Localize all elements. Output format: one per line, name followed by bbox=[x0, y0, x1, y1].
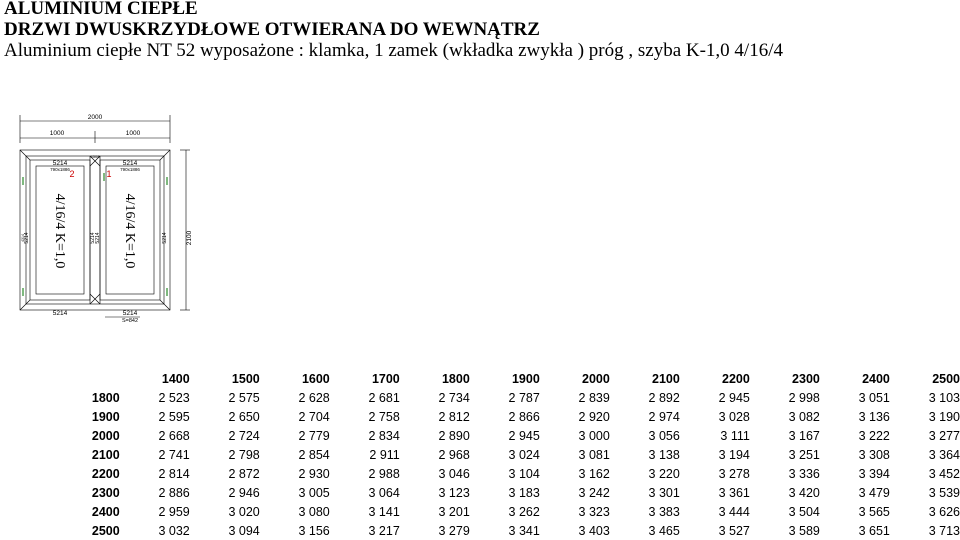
width-header-row bbox=[72, 370, 960, 389]
price-cell: 3 465 bbox=[648, 523, 680, 538]
sash-number-left: 2 bbox=[69, 169, 75, 179]
price-cell: 3 190 bbox=[928, 410, 960, 425]
price-cell: 2 886 bbox=[158, 485, 190, 500]
width-header: 2100 bbox=[652, 372, 680, 387]
price-cell: 3 024 bbox=[508, 448, 540, 462]
price-cell: 3 028 bbox=[718, 410, 750, 425]
price-cell: 3 136 bbox=[858, 410, 890, 425]
price-cell: 2 872 bbox=[228, 466, 260, 481]
price-cell: 3 080 bbox=[298, 504, 330, 519]
price-cell: 3 051 bbox=[858, 391, 890, 406]
price-cell: 3 194 bbox=[718, 448, 750, 462]
price-cell: 3 005 bbox=[298, 485, 330, 500]
price-cell: 3 183 bbox=[508, 485, 540, 500]
frame-profile-right: 5214 bbox=[162, 232, 168, 244]
price-cell: 3 251 bbox=[788, 448, 820, 462]
price-cell: 3 420 bbox=[788, 485, 820, 500]
height-label: 2100 bbox=[186, 230, 193, 246]
price-cell: 3 081 bbox=[578, 448, 610, 462]
price-cell: 3 626 bbox=[928, 504, 960, 519]
frame-profile-left: 5214 bbox=[24, 232, 30, 244]
bottom-dimension-label: S=842 bbox=[121, 318, 139, 324]
door-technical-drawing bbox=[0, 105, 210, 330]
product-description: Aluminium ciepłe NT 52 wyposażone : klamka, 1 zamek (wkładka zwykła ) próg , szyba K-1,0 4/16/4 bbox=[4, 40, 783, 61]
frame-small-left: 4314 bbox=[21, 234, 25, 242]
price-cell: 3 504 bbox=[788, 504, 820, 519]
width-header: 1800 bbox=[441, 372, 470, 387]
price-cell: 3 064 bbox=[368, 485, 400, 500]
price-cell: 2 892 bbox=[648, 391, 680, 406]
price-cell: 3 452 bbox=[928, 466, 960, 481]
sash-number-right: 1 bbox=[106, 169, 112, 179]
price-cell: 2 724 bbox=[228, 429, 260, 444]
profile-label-bottom-left: 5214 bbox=[52, 310, 68, 317]
price-cell: 2 945 bbox=[508, 429, 540, 444]
sash-left-dims: 790x1886 bbox=[50, 167, 70, 172]
height-header: 2500 bbox=[91, 523, 120, 538]
price-cell: 3 222 bbox=[858, 429, 890, 444]
price-table-body bbox=[72, 389, 960, 540]
price-cell: 2 866 bbox=[508, 410, 540, 425]
price-cell: 3 111 bbox=[720, 429, 750, 444]
table-row bbox=[72, 408, 960, 427]
profile-label-bottom-right: 5214 bbox=[122, 310, 138, 317]
price-cell: 3 278 bbox=[718, 466, 750, 481]
price-cell: 3 032 bbox=[158, 523, 190, 538]
height-header: 2400 bbox=[91, 504, 120, 519]
glass-label-right: 4/16/4 K=1,0 bbox=[122, 193, 137, 269]
height-header: 1800 bbox=[91, 391, 120, 406]
price-cell: 2 734 bbox=[438, 391, 470, 406]
table-row bbox=[72, 464, 960, 483]
height-header: 2300 bbox=[91, 485, 120, 500]
price-cell: 3 162 bbox=[578, 466, 610, 481]
table-row bbox=[72, 427, 960, 446]
table-row bbox=[72, 521, 960, 540]
price-cell: 2 945 bbox=[718, 391, 750, 406]
width-header: 1600 bbox=[301, 372, 330, 387]
price-cell: 2 834 bbox=[368, 429, 400, 444]
price-cell: 2 998 bbox=[788, 391, 820, 406]
table-corner bbox=[72, 370, 120, 389]
price-cell: 2 798 bbox=[228, 448, 260, 462]
width-header: 1900 bbox=[511, 372, 540, 387]
price-cell: 3 308 bbox=[858, 448, 890, 462]
width-header: 2300 bbox=[792, 372, 820, 387]
price-cell: 3 262 bbox=[508, 504, 540, 519]
price-cell: 3 094 bbox=[228, 523, 260, 538]
overall-width-label: 2000 bbox=[87, 114, 103, 121]
price-cell: 3 056 bbox=[648, 429, 680, 444]
profile-label-top-right: 5214 bbox=[122, 160, 138, 167]
sash-right-dims: 790x1886 bbox=[120, 167, 140, 172]
mullion-profile-left: 5214 bbox=[90, 232, 96, 244]
price-cell: 3 383 bbox=[648, 504, 680, 519]
width-header: 2400 bbox=[862, 372, 890, 387]
price-cell: 2 628 bbox=[298, 391, 330, 406]
price-cell: 2 812 bbox=[438, 410, 470, 425]
price-cell: 3 217 bbox=[368, 523, 400, 538]
price-cell: 2 854 bbox=[298, 448, 330, 462]
price-cell: 2 741 bbox=[158, 448, 190, 462]
price-cell: 2 988 bbox=[368, 466, 400, 481]
price-cell: 3 565 bbox=[858, 504, 890, 519]
price-cell: 3 082 bbox=[788, 410, 820, 425]
product-title: ALUMINIUM CIEPŁE bbox=[4, 0, 198, 19]
price-cell: 3 279 bbox=[438, 523, 470, 538]
price-cell: 3 141 bbox=[368, 504, 400, 519]
product-subtitle: DRZWI DWUSKRZYDŁOWE OTWIERANA DO WEWNĄTRZ bbox=[4, 19, 540, 40]
price-cell: 2 959 bbox=[158, 504, 190, 519]
price-cell: 3 651 bbox=[858, 523, 890, 538]
price-cell: 3 444 bbox=[718, 504, 750, 519]
price-cell: 3 123 bbox=[438, 485, 470, 500]
width-header: 1700 bbox=[371, 372, 400, 387]
price-cell: 3 589 bbox=[788, 523, 820, 538]
mullion-small-label: 4508 bbox=[90, 154, 100, 159]
price-cell: 2 681 bbox=[368, 391, 400, 406]
price-cell: 3 323 bbox=[578, 504, 610, 519]
height-header: 2000 bbox=[91, 429, 120, 444]
price-table bbox=[72, 370, 960, 540]
price-cell: 3 167 bbox=[788, 429, 820, 444]
price-cell: 2 668 bbox=[158, 429, 190, 444]
price-cell: 2 911 bbox=[369, 448, 400, 462]
width-header: 1400 bbox=[161, 372, 190, 387]
price-cell: 3 103 bbox=[928, 391, 960, 406]
width-header: 2500 bbox=[932, 372, 960, 387]
price-cell: 3 479 bbox=[858, 485, 890, 500]
left-width-label: 1000 bbox=[49, 130, 65, 137]
price-cell: 3 138 bbox=[648, 448, 680, 462]
table-row bbox=[72, 389, 960, 408]
price-cell: 2 930 bbox=[298, 466, 330, 481]
width-header: 2000 bbox=[582, 372, 610, 387]
price-cell: 3 364 bbox=[928, 448, 960, 462]
price-cell: 3 527 bbox=[718, 523, 750, 538]
height-header: 2200 bbox=[91, 466, 120, 481]
price-cell: 3 394 bbox=[858, 466, 890, 481]
price-cell: 2 575 bbox=[228, 391, 260, 406]
price-cell: 3 361 bbox=[718, 485, 750, 500]
table-row bbox=[72, 446, 960, 465]
price-cell: 2 814 bbox=[158, 466, 190, 481]
price-cell: 3 336 bbox=[788, 466, 820, 481]
height-header: 2100 bbox=[91, 448, 120, 462]
mullion-profile-right: 5214 bbox=[95, 232, 101, 244]
price-cell: 2 523 bbox=[158, 391, 190, 406]
table-row bbox=[72, 502, 960, 521]
price-cell: 2 839 bbox=[578, 391, 610, 406]
price-cell: 2 974 bbox=[648, 410, 680, 425]
width-header: 1500 bbox=[231, 372, 260, 387]
price-cell: 3 220 bbox=[648, 466, 680, 481]
price-cell: 3 242 bbox=[578, 485, 610, 500]
price-cell: 3 201 bbox=[438, 504, 470, 519]
price-cell: 3 104 bbox=[508, 466, 540, 481]
price-cell: 2 920 bbox=[578, 410, 610, 425]
price-cell: 3 156 bbox=[298, 523, 330, 538]
price-cell: 2 758 bbox=[368, 410, 400, 425]
price-cell: 3 020 bbox=[228, 504, 260, 519]
price-cell: 3 403 bbox=[578, 523, 610, 538]
price-cell: 2 595 bbox=[158, 410, 190, 425]
profile-label-top-left: 5214 bbox=[52, 160, 68, 167]
price-cell: 2 650 bbox=[228, 410, 260, 425]
price-cell: 2 890 bbox=[438, 429, 470, 444]
price-cell: 3 301 bbox=[648, 485, 680, 500]
glass-label-left: 4/16/4 K=1,0 bbox=[52, 193, 67, 269]
width-header: 2200 bbox=[722, 372, 750, 387]
price-cell: 3 046 bbox=[438, 466, 470, 481]
price-cell: 3 000 bbox=[578, 429, 610, 444]
price-cell: 2 968 bbox=[438, 448, 470, 462]
price-cell: 3 713 bbox=[928, 523, 960, 538]
price-cell: 3 277 bbox=[928, 429, 960, 444]
table-row bbox=[72, 483, 960, 502]
right-width-label: 1000 bbox=[125, 130, 141, 137]
price-cell: 2 704 bbox=[298, 410, 330, 425]
price-cell: 2 787 bbox=[508, 391, 540, 406]
price-cell: 3 341 bbox=[508, 523, 540, 538]
height-header: 1900 bbox=[91, 410, 120, 425]
price-cell: 2 946 bbox=[228, 485, 260, 500]
price-cell: 3 539 bbox=[928, 485, 960, 500]
price-cell: 2 779 bbox=[298, 429, 330, 444]
